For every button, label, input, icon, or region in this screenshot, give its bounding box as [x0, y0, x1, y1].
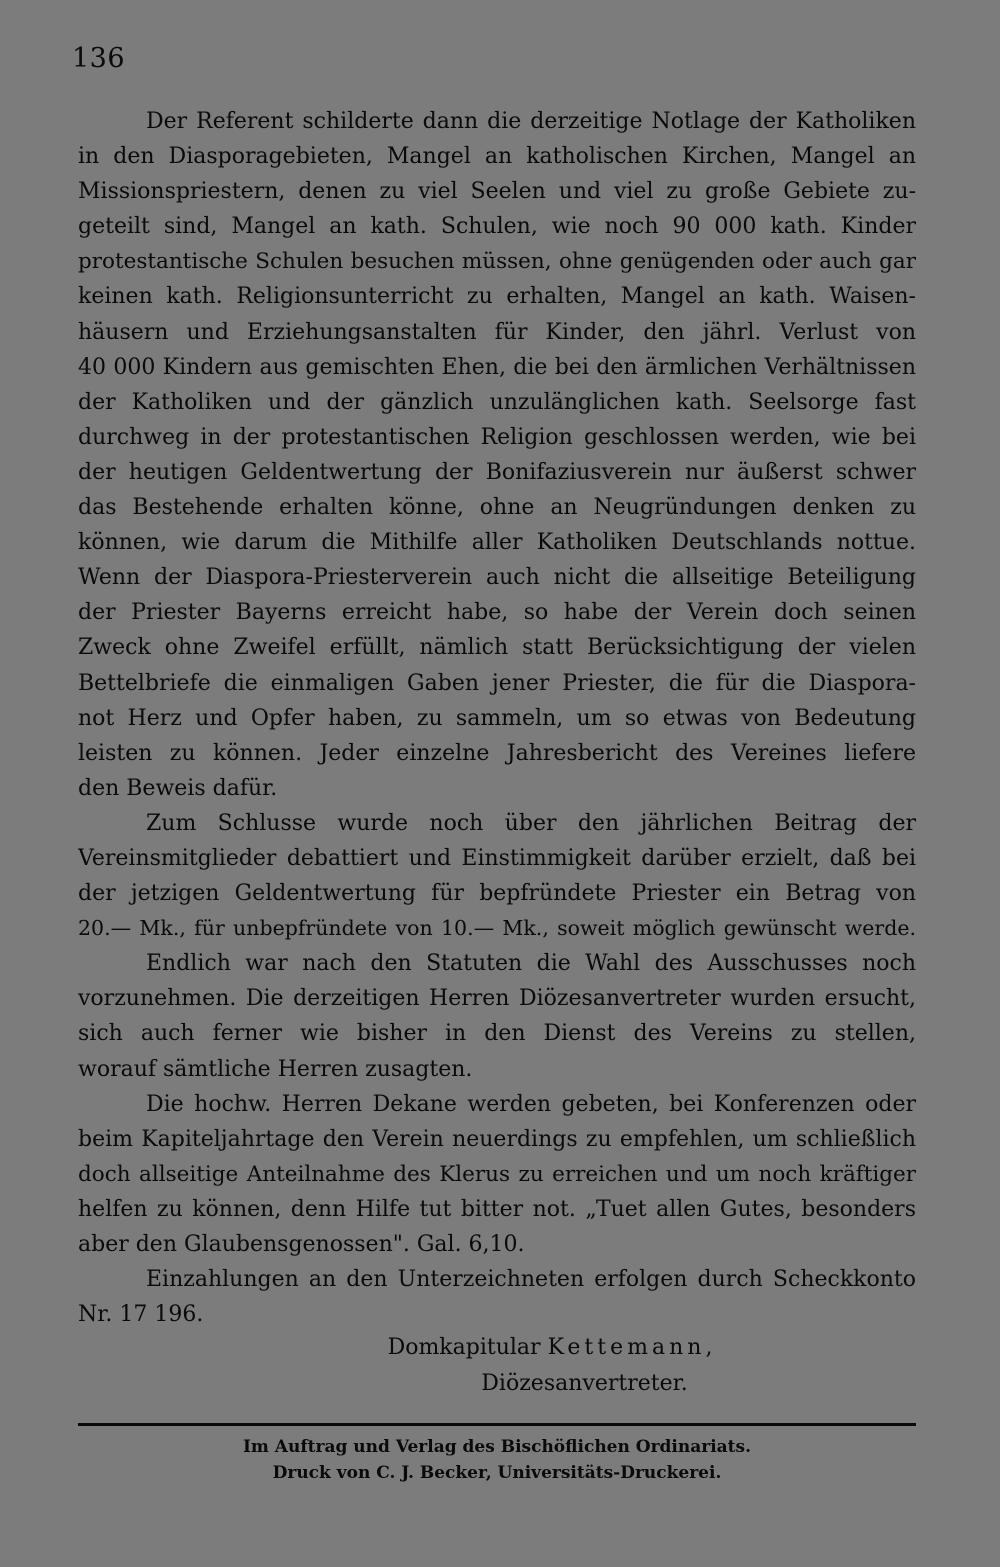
text-line: 20.— Mk., für unbepfründete von 10.— Mk., soweit möglich gewünscht werde. [78, 916, 916, 941]
text-line: in den Diasporagebieten, Mangel an katholischen Kirchen, Mangel an [78, 144, 916, 170]
text-line: keinen kath. Religionsunterricht zu erhalten, Mangel an kath. Waisen- [78, 284, 916, 310]
text-line: Zum Schlusse wurde noch über den jährlichen Beitrag der [146, 810, 916, 836]
signature-surname: Kettemann, [547, 1335, 717, 1360]
text-line: helfen zu können, denn Hilfe tut bitter not. „Tuet allen Gutes, besonders [78, 1196, 916, 1222]
text-line: Wenn der Diaspora-Priesterverein auch nicht die allseitige Beteiligung [78, 565, 916, 591]
text-line: Der Referent schilderte dann die derzeitige Notlage der Katholiken [146, 109, 916, 134]
text-line: Einzahlungen an den Unterzeichneten erfolgen durch Scheckkonto [146, 1267, 916, 1293]
text-line: der jetzigen Geldentwertung für bepfründete Priester ein Betrag von [78, 881, 916, 907]
text-line: Zweck ohne Zweifel erfüllt, nämlich statt Berücksichtigung der vielen [78, 635, 916, 661]
text-line: leisten zu können. Jeder einzelne Jahresbericht des Vereines liefere [78, 740, 916, 766]
text-line: 40 000 Kindern aus gemischten Ehen, die bei den ärmlichen Verhältnissen [78, 354, 916, 380]
text-line: der heutigen Geldentwertung der Bonifaziusverein nur äußerst schwer [78, 459, 916, 485]
text-line: vorzunehmen. Die derzeitigen Herren Diözesanvertreter wurden ersucht, [78, 986, 916, 1012]
paragraph-referent-report [78, 104, 916, 806]
imprint-publisher: Im Auftrag und Verlag des Bischöflichen Ordinariats. [242, 1437, 752, 1457]
paragraph-membership-fee [78, 806, 916, 946]
text-line: Missionspriestern, denen zu viel Seelen und viel zu große Gebiete zu- [78, 179, 916, 205]
text-line: not Herz und Opfer haben, zu sammeln, um so etwas von Bedeutung [78, 705, 916, 731]
text-line: Vereinsmitglieder debattiert und Einstimmigkeit darüber erzielt, daß bei [78, 845, 916, 871]
footer-divider [78, 1423, 916, 1426]
text-line: doch allseitige Anteilnahme des Klerus zu erreichen und um noch kräftiger [78, 1161, 916, 1187]
signature-title-prefix: Domkapitular [387, 1335, 541, 1360]
text-line: durchweg in der protestantischen Religion geschlossen werden, wie bei [78, 424, 916, 450]
text-line: Nr. 17 196. [78, 1302, 204, 1328]
signature-role: Diözesanvertreter. [481, 1371, 688, 1396]
text-line: häusern und Erziehungsanstalten für Kinder, den jährl. Verlust von [78, 319, 916, 345]
text-line: beim Kapiteljahrtage den Verein neuerdings zu empfehlen, um schließlich [78, 1126, 916, 1152]
text-line: worauf sämtliche Herren zusagten. [78, 1056, 473, 1082]
text-line: das Bestehende erhalten könne, ohne an Neugründungen denken zu [78, 495, 916, 521]
signature-name [78, 1330, 916, 1366]
text-line: aber den Glaubensgenossen". Gal. 6,10. [78, 1232, 525, 1257]
text-line: der Katholiken und der gänzlich unzulänglichen kath. Seelsorge fast [78, 389, 916, 415]
page-number: 136 [72, 43, 126, 74]
text-line: protestantische Schulen besuchen müssen, ohne genügenden oder auch gar [78, 249, 916, 275]
text-line: Bettelbriefe die einmaligen Gaben jener Priester, die für die Diaspora- [78, 670, 916, 696]
text-line: Endlich war nach den Statuten die Wahl des Ausschusses noch [146, 951, 916, 977]
paragraph-payments [78, 1262, 916, 1332]
text-line: können, wie darum die Mithilfe aller Katholiken Deutschlands nottue. [78, 530, 916, 556]
text-line: sich auch ferner wie bisher in den Dienst des Vereins zu stellen, [78, 1021, 916, 1047]
imprint-printer: Druck von C. J. Becker, Universitäts-Druckerei. [272, 1463, 722, 1483]
text-line: Die hochw. Herren Dekane werden gebeten, bei Konferenzen oder [146, 1091, 916, 1117]
paragraph-committee-election [78, 946, 916, 1086]
text-line: geteilt sind, Mangel an kath. Schulen, wie noch 90 000 kath. Kinder [78, 214, 916, 240]
body-text [78, 104, 916, 1332]
text-line: den Beweis dafür. [78, 775, 278, 801]
paragraph-deans-request [78, 1087, 916, 1262]
text-line: der Priester Bayerns erreicht habe, so habe der Verein doch seinen [78, 600, 916, 626]
